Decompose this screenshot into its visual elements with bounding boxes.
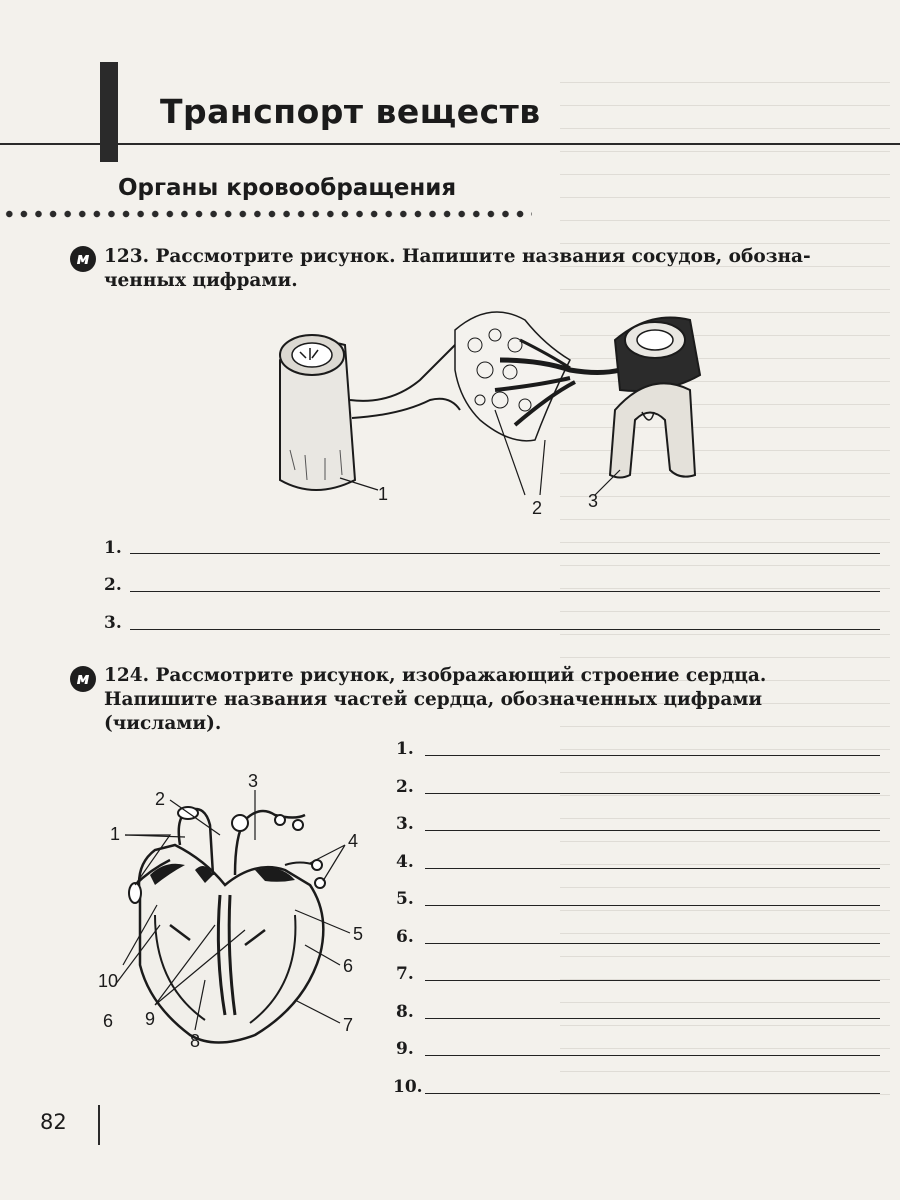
answer-124-label-5: 5. <box>396 889 414 909</box>
answer-123-line-3[interactable] <box>130 629 880 630</box>
heart-label-7: 7 <box>343 1015 354 1035</box>
task-123-text <box>104 245 894 293</box>
answer-124-label-4: 4. <box>396 851 414 872</box>
heart-label-1: 1 <box>110 824 121 844</box>
task-badge-icon: м <box>70 246 96 272</box>
task-124-line-2: Напишите названия частей сердца, обозначенных цифрами <box>104 689 763 710</box>
task-badge-icon: м <box>70 666 96 692</box>
heart-label-4: 4 <box>348 831 359 851</box>
answer-124-line-8[interactable] <box>425 1018 880 1019</box>
answer-124-line-9[interactable] <box>425 1055 880 1056</box>
heart-illustration <box>95 765 375 1065</box>
dotted-divider <box>2 208 532 220</box>
answer-124-label-9: 9. <box>396 1039 414 1059</box>
heart-label-2: 2 <box>155 789 166 809</box>
answer-124-line-3[interactable] <box>425 830 880 831</box>
section-subtitle: Органы кровообращения <box>118 175 457 201</box>
heart-label-6-right: 6 <box>343 956 354 976</box>
task-124-line-1: 124. Рассмотрите рисунок, изображающий строение сердца. <box>104 665 767 686</box>
answer-124-line-4[interactable] <box>425 868 880 869</box>
answer-124-label-1: 1. <box>396 739 414 759</box>
vessels-label-2: 2 <box>532 498 543 518</box>
answer-123-line-2[interactable] <box>130 591 880 592</box>
vessels-label-3: 3 <box>588 491 599 511</box>
answer-124-label-7: 7. <box>396 964 414 984</box>
answer-124-line-6[interactable] <box>425 943 880 944</box>
show-through-background <box>560 60 890 1110</box>
answer-124-line-2[interactable] <box>425 793 880 794</box>
answer-124-line-10[interactable] <box>425 1093 880 1094</box>
vessels-illustration <box>270 300 720 520</box>
page-title: Транспорт веществ <box>160 92 541 131</box>
task-124-line-3: (числами). <box>104 713 222 734</box>
answer-123-label-1: 1. <box>104 538 122 558</box>
answer-124-label-10: 10. <box>393 1076 423 1097</box>
header-rule <box>0 143 900 145</box>
title-accent-bar <box>100 62 118 162</box>
answer-124-label-2: 2. <box>396 776 414 797</box>
page-number: 82 <box>40 1110 67 1134</box>
heart-label-6-left: 6 <box>103 1011 114 1031</box>
task-123-line-1: 123. Рассмотрите рисунок. Напишите названия сосудов, обозна- <box>104 246 811 267</box>
answer-123-line-1[interactable] <box>130 553 880 554</box>
heart-label-9: 9 <box>145 1009 156 1029</box>
answer-124-line-5[interactable] <box>425 905 880 906</box>
vessels-label-1: 1 <box>378 484 389 504</box>
answer-124-label-8: 8. <box>396 1001 414 1022</box>
answer-124-label-3: 3. <box>396 814 414 834</box>
answer-124-label-6: 6. <box>396 926 414 947</box>
heart-label-8: 8 <box>190 1031 201 1051</box>
heart-label-10: 10 <box>98 971 119 991</box>
heart-label-3: 3 <box>248 771 259 791</box>
heart-label-5: 5 <box>353 924 364 944</box>
answer-124-line-7[interactable] <box>425 980 880 981</box>
task-124-text <box>104 664 894 736</box>
task-123-line-2: ченных цифрами. <box>104 270 298 291</box>
answer-123-label-2: 2. <box>104 575 122 595</box>
answer-124-line-1[interactable] <box>425 755 880 756</box>
answer-123-label-3: 3. <box>104 613 122 633</box>
